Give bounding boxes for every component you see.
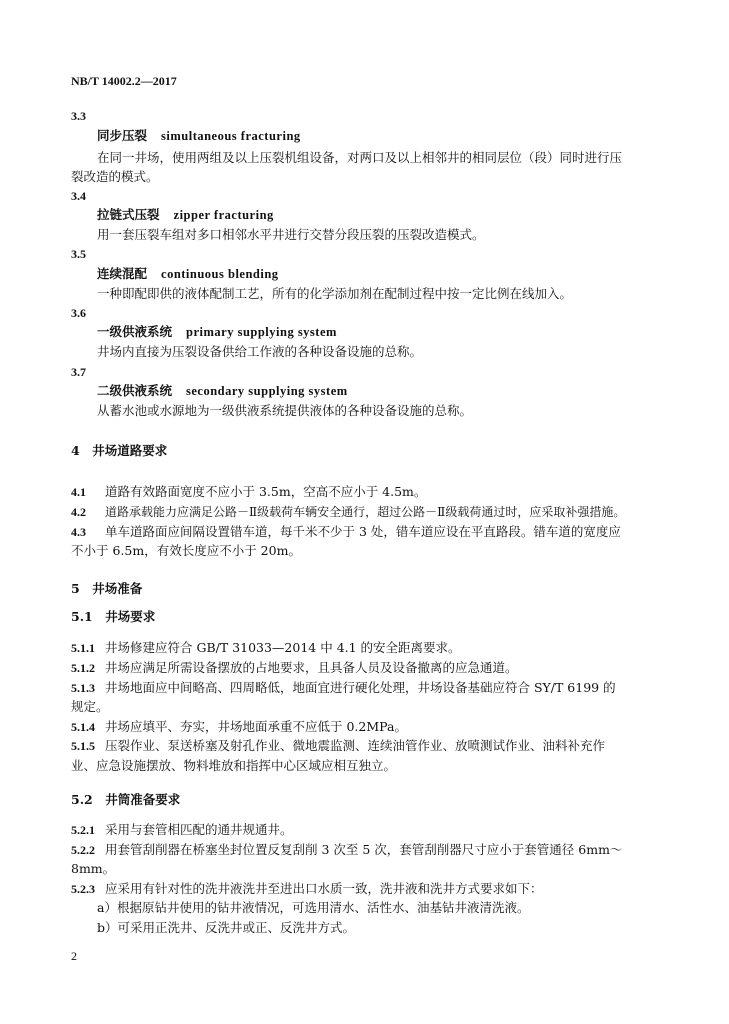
clause-cont: 不小于 6.5m，有效长度应不小于 20m。 [71,543,301,558]
term-title [97,128,301,144]
clause-number: 5.2.3 [71,882,95,896]
term-zh: 一级供液系统 [97,324,173,339]
clause-cont: 8mm。 [71,861,116,876]
clause-number: 5.1.3 [71,681,95,695]
clause-number: 5.1.2 [71,661,95,675]
clause [71,881,543,897]
list-item: a）根据原钻井使用的钻井液情况，可选用清水、活性水、油基钻井液清洗液。 [97,900,530,915]
term-en: secondary supplying system [186,384,348,398]
clause [71,504,625,520]
term-zh: 连续混配 [97,266,148,281]
clause-text: 井场应填平、夯实，井场地面承重不应低于 0.2MPa。 [105,719,407,734]
clause-text: 井场修建应符合 GB/T 31033—2014 中 4.1 的安全距离要求。 [105,640,461,655]
clause-cont: 规定。 [71,699,109,714]
clause [71,524,621,540]
clause [71,842,622,858]
clause-number: 4.1 [71,485,86,499]
section-heading: 5 井场准备 [71,581,143,596]
term-title [97,207,274,223]
section-heading: 4 井场道路要求 [71,443,168,458]
term-definition: 井场内直接为压裂设备供给工作液的各种设备设施的总称。 [97,344,423,359]
clause-number: 5.1.1 [71,641,95,655]
clause [71,719,407,735]
clause-cont: 业、应急设施摆放、物料堆放和指挥中心区域应相互独立。 [71,758,397,773]
clause-number: 4.3 [71,525,86,539]
standard-number-header: NB/T 14002.2—2017 [71,74,177,88]
term-number: 3.4 [71,189,86,203]
term-en: continuous blending [161,267,279,281]
clause [71,680,616,696]
clause-number: 4.2 [71,505,86,519]
clause [71,822,293,838]
clause-text: 道路有效路面宽度不应小于 3.5m，空高不应小于 4.5m。 [105,484,427,499]
term-zh: 拉链式压裂 [97,207,160,222]
term-en: zipper fracturing [173,208,274,222]
clause-text: 用套管刮削器在桥塞坐封位置反复刮削 3 次至 5 次，套管刮削器尺寸应小于套管通径 6mm～ [105,842,623,857]
clause-text: 应采用有针对性的洗井液洗井至进出口水质一致，洗井液和洗井方式要求如下： [105,881,543,896]
term-title [97,266,279,282]
term-number: 3.5 [71,247,86,261]
subsection-heading: 5.1 井场要求 [71,609,156,624]
term-title [97,324,337,340]
term-en: primary supplying system [186,325,337,339]
subsection-heading: 5.2 井筒准备要求 [71,792,181,807]
clause-text: 道路承载能力应满足公路－Ⅱ级载荷车辆安全通行，超过公路－Ⅱ级载荷通过时，应采取补强措施。 [105,505,626,519]
page-number: 2 [71,949,77,963]
term-title [97,383,348,399]
clause [71,738,605,754]
term-number: 3.3 [71,109,86,123]
term-definition-cont: 裂改造的模式。 [71,169,159,184]
clause-number: 5.1.4 [71,720,95,734]
term-number: 3.7 [71,365,86,379]
term-zh: 二级供液系统 [97,383,173,398]
term-number: 3.6 [71,306,86,320]
term-en: simultaneous fracturing [161,129,301,143]
clause-number: 5.1.5 [71,739,95,753]
term-zh: 同步压裂 [97,128,148,143]
clause-text: 压裂作业、泵送桥塞及射孔作业、微地震监测、连续油管作业、放喷测试作业、油料补充作 [105,738,606,753]
clause-number: 5.2.2 [71,843,95,857]
term-definition: 一种即配即供的液体配制工艺，所有的化学添加剂在配制过程中按一定比例在线加入。 [97,286,573,301]
list-item: b）可采用正洗井、反洗井或正、反洗井方式。 [97,920,356,935]
term-definition: 用一套压裂车组对多口相邻水平井进行交替分段压裂的压裂改造模式。 [97,227,485,242]
clause [71,484,426,500]
term-definition: 在同一井场，使用两组及以上压裂机组设备，对两口及以上相邻井的相同层位（段）同时进行压 [97,150,623,165]
clause-text: 单车道路面应间隔设置错车道，每千米不少于 3 处，错车道应设在平直路段。错车道的宽度应 [105,524,621,539]
clause-text: 采用与套管相匹配的通井规通井。 [105,822,293,837]
clause [71,660,518,676]
term-definition: 从蓄水池或水源地为一级供液系统提供液体的各种设备设施的总称。 [97,403,473,418]
clause-text: 井场应满足所需设备摆放的占地要求，且具备人员及设备撤离的应急通道。 [105,660,518,675]
clause-text: 井场地面应中间略高、四周略低，地面宜进行硬化处理，井场设备基础应符合 SY/T 6199 的 [105,680,616,695]
clause-number: 5.2.1 [71,823,95,837]
clause [71,640,461,656]
